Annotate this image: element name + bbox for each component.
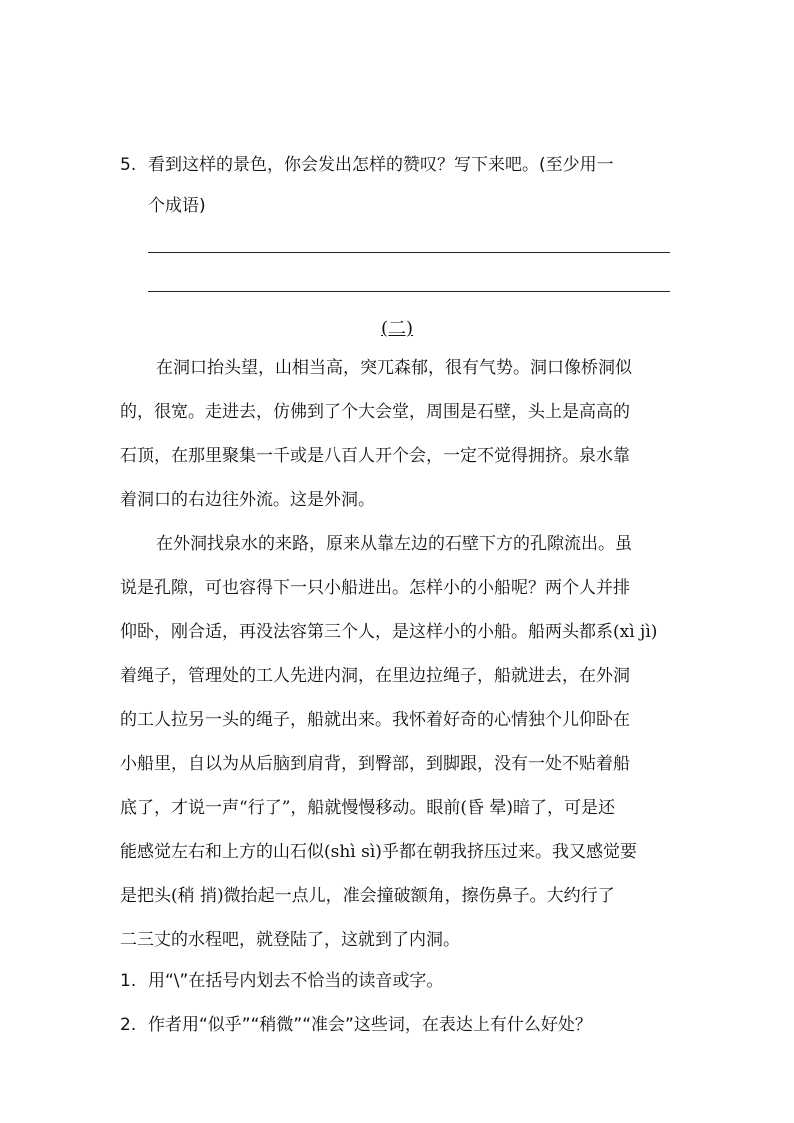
answer-line-2[interactable] xyxy=(148,291,670,292)
passage-line: 仰卧，刚合适，再没法容第三个人，是这样小的小船。船两头都系(xì jì) xyxy=(120,622,658,642)
question-2 xyxy=(120,1010,592,1035)
question-2-number: 2. xyxy=(120,1015,137,1035)
passage-line: 在洞口抬头望，山相当高，突兀森郁，很有气势。洞口像桥洞似 xyxy=(156,358,632,378)
section-title: (二) xyxy=(381,318,414,339)
question-1-text: 用“\”在括号内划去不恰当的读音或字。 xyxy=(148,971,444,991)
question-2-text: 作者用“似乎”“稍微”“准会”这些词，在表达上有什么好处？ xyxy=(148,1015,592,1035)
question-1-number: 1. xyxy=(120,971,137,991)
passage-line: 石顶，在那里聚集一千或是八百人开个会，一定不觉得拥挤。泉水靠 xyxy=(120,446,630,466)
passage-line: 二三丈的水程吧，就登陆了，这就到了内洞。 xyxy=(120,930,460,950)
answer-line-1[interactable] xyxy=(148,252,670,253)
question-5-text-line1: 看到这样的景色，你会发出怎样的赞叹？写下来吧。(至少用一 xyxy=(148,155,614,175)
question-1 xyxy=(120,966,443,991)
passage-line: 的，很宽。走进去，仿佛到了个大会堂，周围是石壁，头上是高高的 xyxy=(120,402,630,422)
passage-line: 是把头(稍 捎)微抬起一点儿，准会撞破额角，擦伤鼻子。大约行了 xyxy=(120,886,615,906)
passage-line: 说是孔隙，可也容得下一只小船进出。怎样小的小船呢？两个人并排 xyxy=(120,578,630,598)
passage-line: 底了，才说一声“行了”，船就慢慢移动。眼前(昏 晕)暗了，可是还 xyxy=(120,798,616,818)
question-5-number: 5. xyxy=(120,155,137,175)
passage-line: 着绳子，管理处的工人先进内洞，在里边拉绳子，船就进去，在外洞 xyxy=(120,666,630,686)
passage-line: 小船里，自以为从后脑到肩背，到臀部，到脚跟，没有一处不贴着船 xyxy=(120,754,630,774)
passage-line: 能感觉左右和上方的山石似(shì sì)乎都在朝我挤压过来。我又感觉要 xyxy=(120,842,637,862)
question-5 xyxy=(120,150,614,175)
passage-line: 着洞口的右边往外流。这是外洞。 xyxy=(120,490,375,510)
passage-line: 的工人拉另一头的绳子，船就出来。我怀着好奇的心情独个儿仰卧在 xyxy=(120,710,630,730)
passage-line: 在外洞找泉水的来路，原来从靠左边的石壁下方的孔隙流出。虽 xyxy=(156,534,632,554)
question-5-text-line2: 个成语) xyxy=(148,196,206,216)
